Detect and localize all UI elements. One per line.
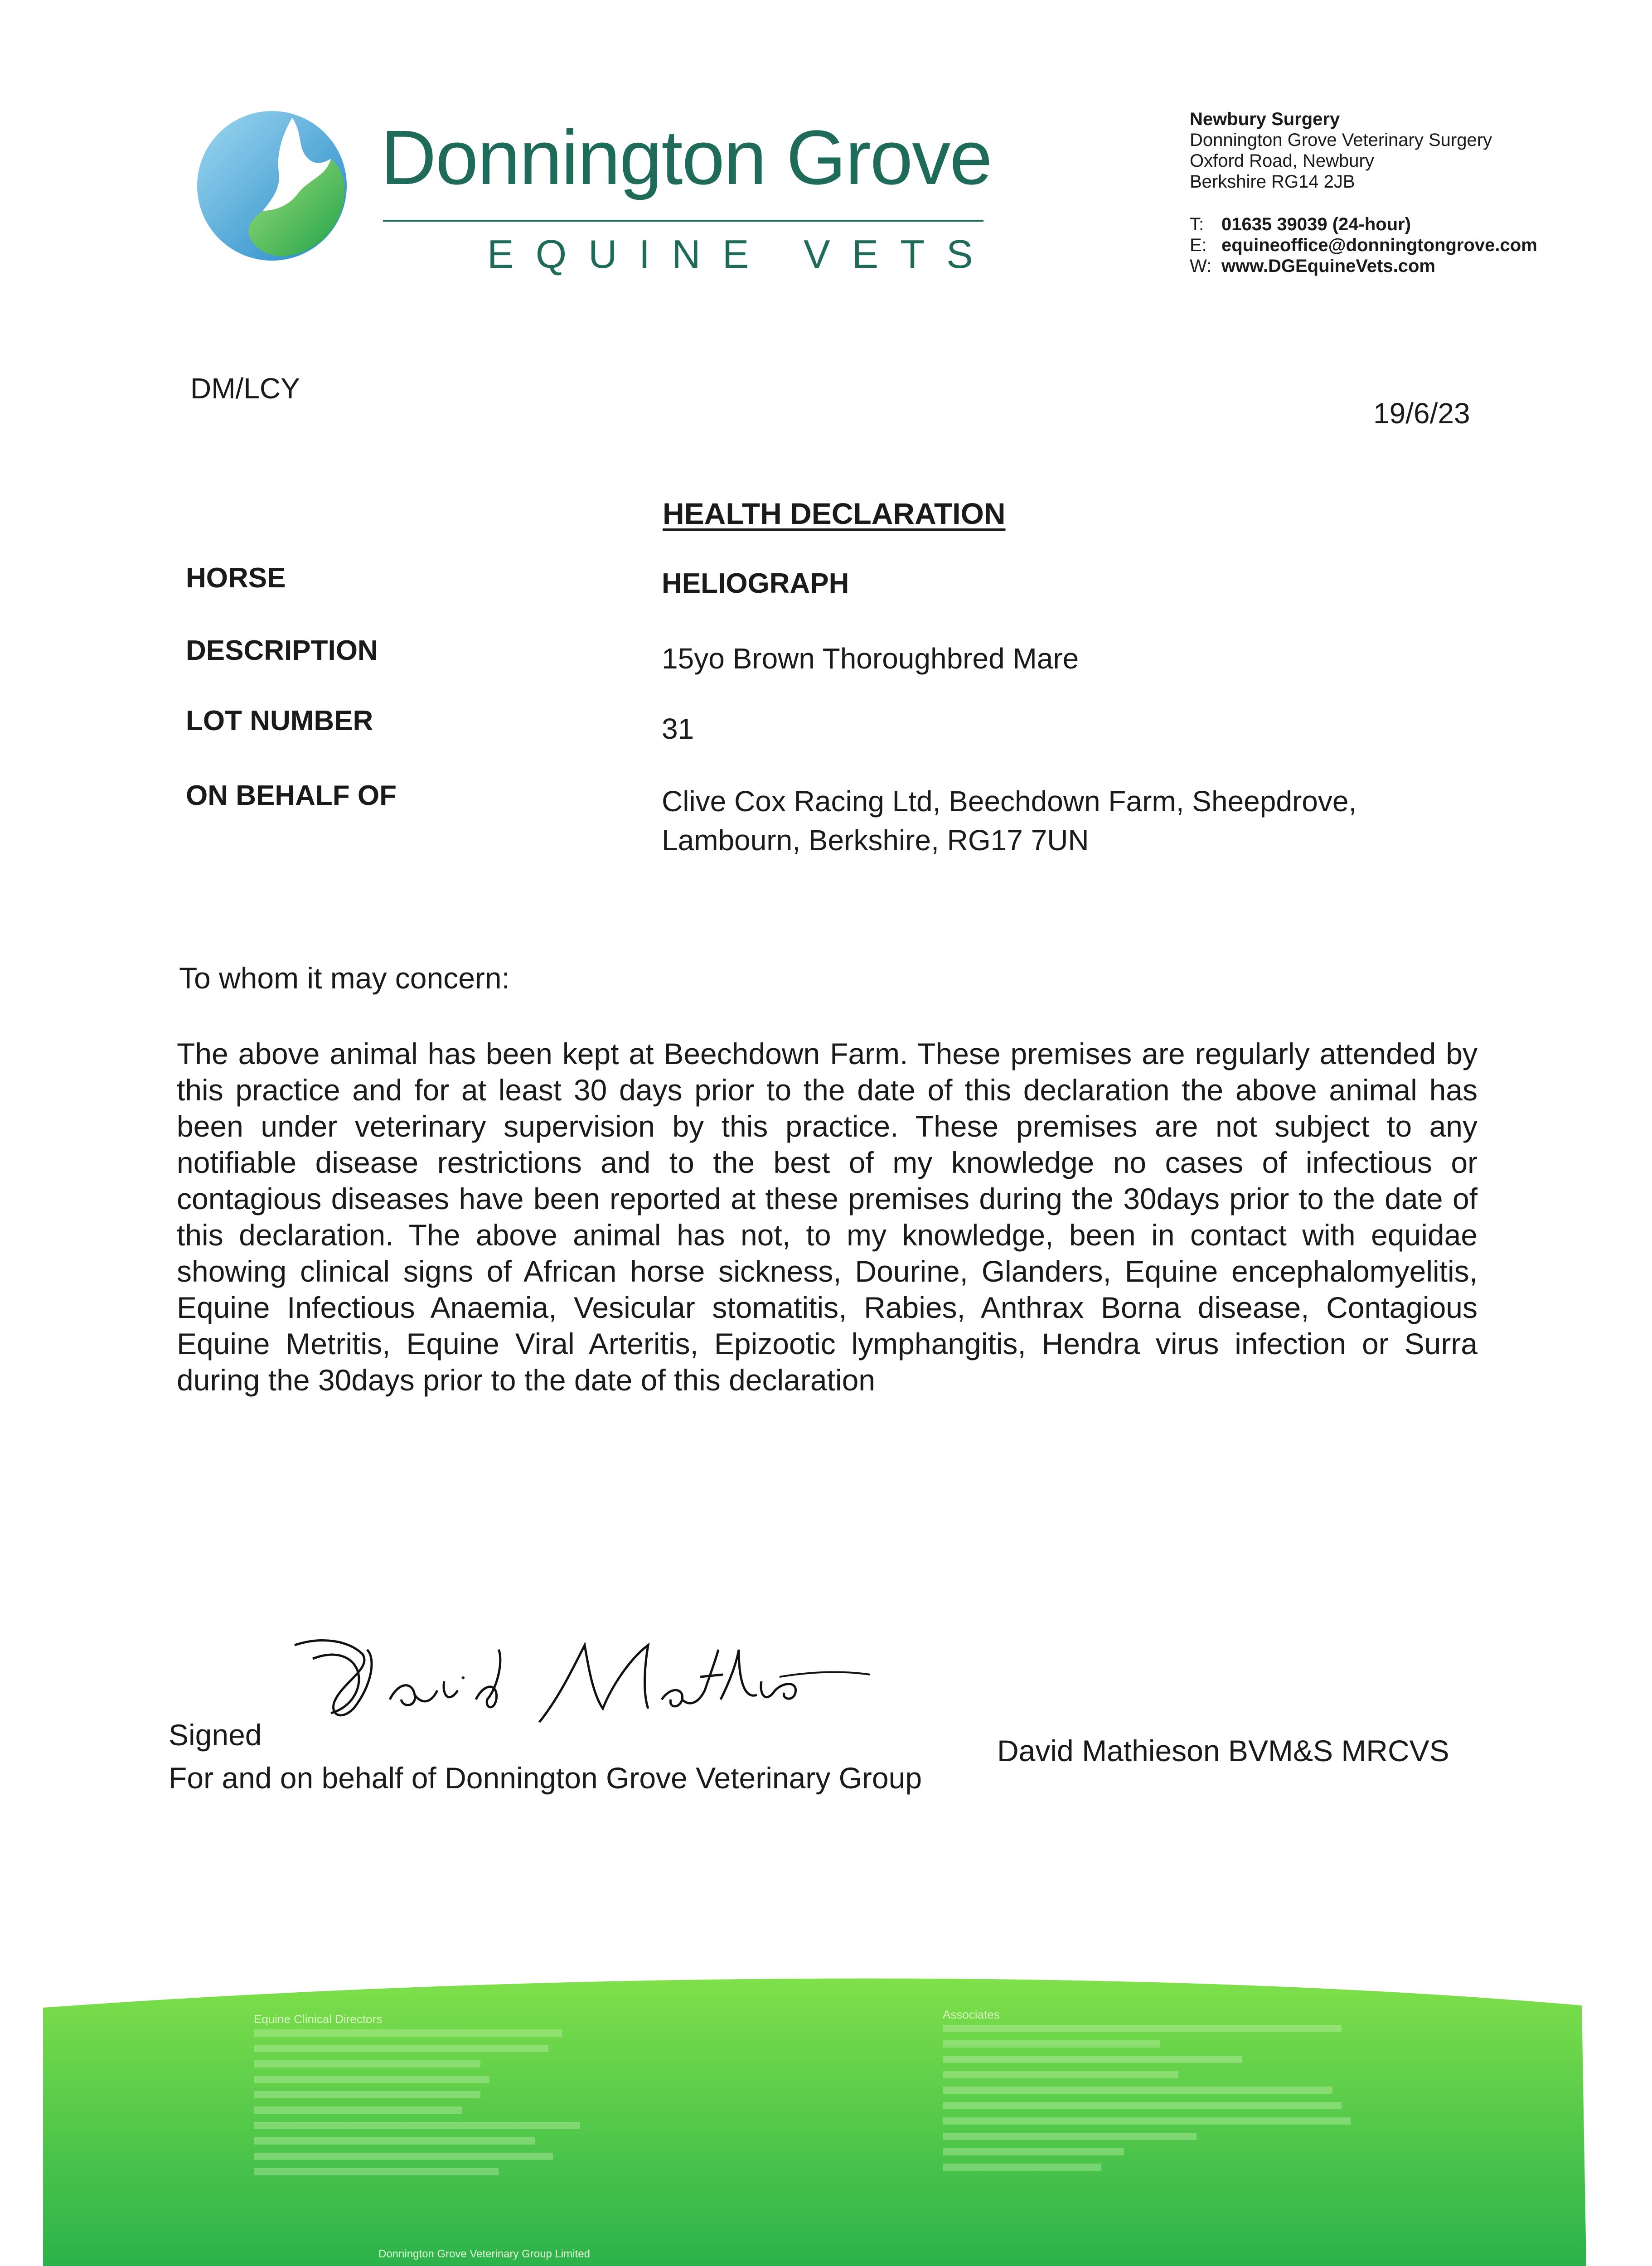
- signer-name: David Mathieson BVM&S MRCVS: [997, 1734, 1449, 1767]
- address-line: Berkshire RG14 2JB: [1190, 172, 1355, 192]
- email-address: equineoffice@donningtongrove.com: [1221, 235, 1537, 255]
- document-title: HEALTH DECLARATION: [663, 497, 1006, 530]
- directors-list-line: [254, 2137, 535, 2145]
- directors-list-line: [254, 2076, 489, 2083]
- handwritten-signature: [286, 1632, 875, 1740]
- behalf-line: Lambourn, Berkshire, RG17 7UN: [662, 824, 1089, 857]
- website: www.DGEquineVets.com: [1221, 256, 1435, 276]
- horse-label: HORSE: [186, 562, 286, 594]
- phone-row: [1190, 214, 1561, 235]
- address-line: Donnington Grove Veterinary Surgery: [1190, 130, 1492, 150]
- phone-number: 01635 39039 (24-hour): [1221, 214, 1411, 234]
- reference-code: DM/LCY: [190, 372, 300, 405]
- brand-name: Donnington Grove: [381, 115, 992, 201]
- description-label: DESCRIPTION: [186, 635, 378, 666]
- directors-heading: Equine Clinical Directors: [254, 2012, 383, 2026]
- lot-number-label: LOT NUMBER: [186, 705, 373, 736]
- email-row: [1190, 235, 1561, 256]
- associates-list-line: [943, 2087, 1332, 2094]
- email-label: E:: [1190, 235, 1207, 255]
- directors-list-line: [254, 2168, 499, 2175]
- donnington-grove-logo-icon: [195, 109, 349, 263]
- directors-list-line: [254, 2122, 580, 2129]
- associates-list-line: [943, 2025, 1342, 2032]
- directors-list-line: [254, 2060, 480, 2067]
- letter-date: 19/6/23: [1373, 397, 1470, 430]
- address-line: Oxford Road, Newbury: [1190, 151, 1374, 171]
- surgery-name: Newbury Surgery: [1190, 109, 1340, 129]
- associates-heading: Associates: [943, 2008, 1000, 2021]
- directors-list-line: [254, 2106, 462, 2114]
- associates-list-line: [943, 2117, 1351, 2125]
- signed-label: Signed: [169, 1718, 262, 1752]
- web-row: [1190, 256, 1561, 276]
- behalf-line: Clive Cox Racing Ltd, Beechdown Farm, Sheepdrove,: [662, 785, 1357, 818]
- brand-divider: [383, 220, 983, 222]
- on-behalf-of-value: [662, 782, 1356, 860]
- associates-list-line: [943, 2056, 1242, 2063]
- salutation: To whom it may concern:: [179, 961, 510, 995]
- horse-description: 15yo Brown Thoroughbred Mare: [662, 642, 1079, 675]
- directors-list-line: [254, 2029, 562, 2037]
- associates-list-line: [943, 2148, 1124, 2155]
- web-label: W:: [1190, 256, 1212, 276]
- associates-list-line: [943, 2164, 1101, 2171]
- associates-list-line: [943, 2071, 1178, 2078]
- brand-subtitle: EQUINE VETS: [487, 232, 995, 276]
- associates-list-line: [943, 2133, 1197, 2140]
- footer-company-name: Donnington Grove Veterinary Group Limited: [378, 2248, 590, 2260]
- associates-list-line: [943, 2040, 1160, 2048]
- directors-list-line: [254, 2153, 553, 2160]
- phone-label: T:: [1190, 214, 1204, 234]
- contact-block: [1190, 109, 1561, 276]
- footer-band: [0, 1962, 1652, 2266]
- on-behalf-of-label: ON BEHALF OF: [186, 780, 397, 811]
- signed-on-behalf-of: For and on behalf of Donnington Grove Veterinary Group: [169, 1761, 922, 1795]
- associates-list-line: [943, 2102, 1342, 2109]
- directors-list-line: [254, 2045, 548, 2052]
- lot-number: 31: [662, 712, 694, 745]
- declaration-body: The above animal has been kept at Beechdown Farm. These premises are regularly attended by this practice and for at least 30 days prior to the date of this declaration the above animal has been under veterinary supervision by this practice. These premises are not subject to any notifiable disease restrictions and to the best of my knowledge no cases of infectious or contagious diseases have been reported at these premises during the 30days prior to the date of this declaration. The above animal has not, to my knowledge, been in contact with equidae showing clinical signs of African horse sickness, Dourine, Glanders, Equine encephalomyelitis, Equine Infectious Anaemia, Vesicular stomatitis, Rabies, Anthrax Borna disease, Contagious Equine Metritis, Equine Viral Arteritis, Epizootic lymphangitis, Hendra virus infection or Surra during the 30days prior to the date of this declaration: [177, 1037, 1478, 1397]
- horse-name: HELIOGRAPH: [662, 568, 849, 599]
- directors-list-line: [254, 2091, 480, 2098]
